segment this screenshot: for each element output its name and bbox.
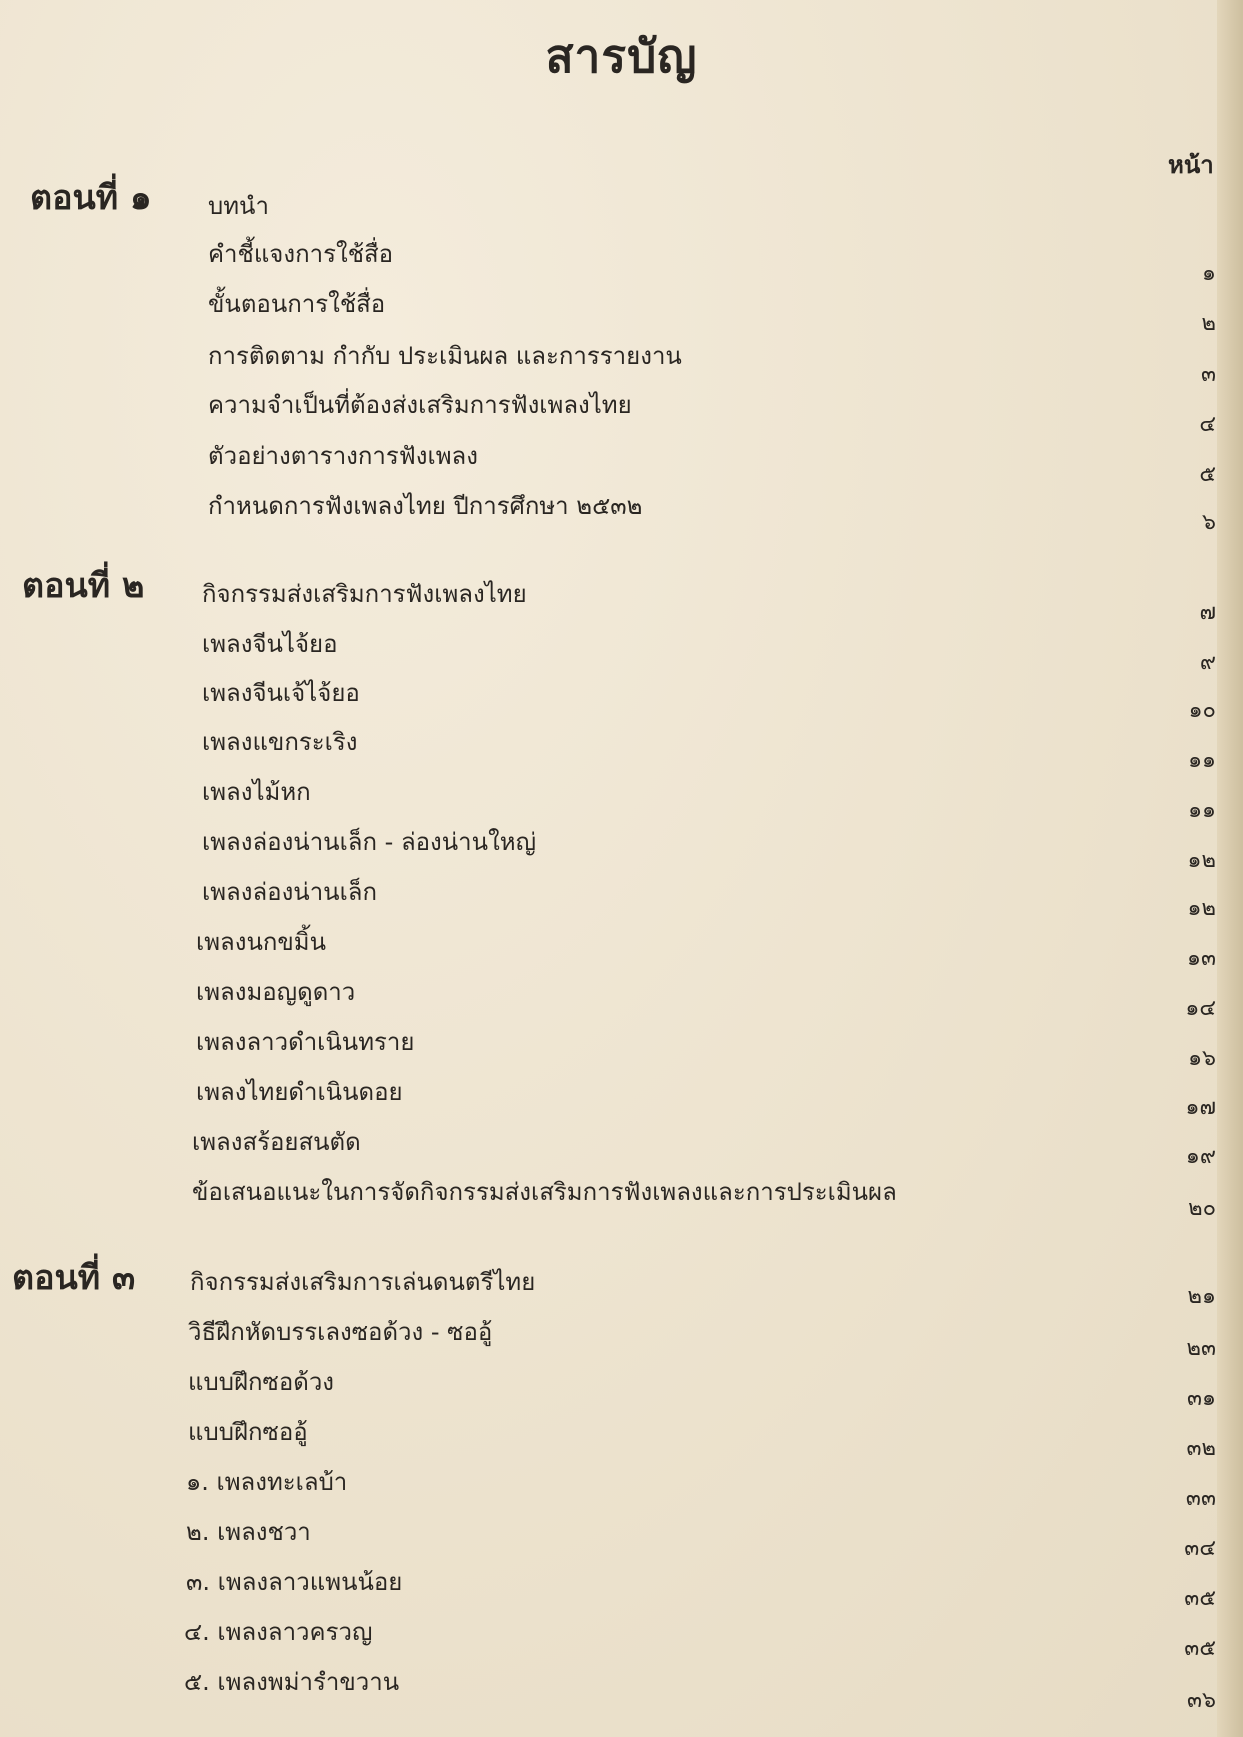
toc-page-number: ๑๒ — [1187, 848, 1216, 873]
toc-page-number: ๔ — [1199, 412, 1216, 437]
toc-page-number: ๑๖ — [1188, 1046, 1216, 1071]
toc-entry: ๔. เพลงลาวครวญ — [184, 1618, 373, 1646]
toc-entry: ขั้นตอนการใช้สื่อ — [208, 290, 386, 318]
page-title: สารบัญ — [545, 29, 698, 83]
toc-entry: เพลงไทยดำเนินดอย — [196, 1078, 403, 1106]
toc-entry: กำหนดการฟังเพลงไทย ปีการศึกษา ๒๕๓๒ — [208, 492, 643, 520]
toc-entry: ข้อเสนอแนะในการจัดกิจกรรมส่งเสริมการฟังเพลงและการประเมินผล — [192, 1178, 897, 1206]
toc-entry: เพลงสร้อยสนตัด — [192, 1128, 361, 1156]
toc-entry: เพลงไม้หก — [202, 778, 311, 806]
toc-entry: บทนำ — [208, 192, 269, 220]
toc-page-number: ๗ — [1199, 600, 1216, 625]
toc-page-number: ๕ — [1199, 462, 1216, 487]
toc-page-number: ๓๒ — [1186, 1436, 1216, 1461]
toc-page-number: ๑๑ — [1188, 748, 1216, 773]
toc-entry: ๕. เพลงพม่ารำขวาน — [184, 1668, 400, 1696]
toc-entry: คำชี้แจงการใช้สื่อ — [208, 240, 394, 268]
toc-entry: ตัวอย่างตารางการฟังเพลง — [208, 442, 478, 470]
toc-page-number: ๒๓ — [1186, 1336, 1216, 1361]
toc-entry: ๓. เพลงลาวแพนน้อย — [186, 1568, 403, 1596]
toc-page-number: ๑๗ — [1185, 1095, 1216, 1120]
toc-page-number: ๓๑ — [1186, 1386, 1216, 1411]
toc-page-number: ๓๕ — [1184, 1586, 1216, 1611]
toc-entry: การติดตาม กำกับ ประเมินผล และการรายงาน — [208, 342, 682, 370]
toc-entry: เพลงล่องน่านเล็ก — [202, 878, 378, 906]
toc-page-number: ๒๑ — [1187, 1284, 1216, 1309]
toc-page-number: ๒ — [1201, 311, 1216, 336]
toc-page-number: ๓๓ — [1185, 1486, 1216, 1511]
toc-entry: วิธีฝึกหัดบรรเลงซอด้วง - ซออู้ — [188, 1318, 493, 1346]
toc-entry: เพลงจีนไจ้ยอ — [202, 630, 338, 658]
toc-page-number: ๑ — [1202, 261, 1216, 286]
toc-page-number: ๓๖ — [1186, 1688, 1216, 1713]
section-label-3: ตอนที่ ๓ — [12, 1258, 136, 1298]
toc-entry: ๑. เพลงทะเลบ้า — [186, 1468, 348, 1496]
toc-entry: เพลงจีนเจ้ไจ้ยอ — [202, 679, 360, 707]
toc-page-number: ๑๙ — [1185, 1144, 1216, 1169]
toc-page-number: ๓ — [1200, 362, 1216, 387]
toc-entry: เพลงมอญดูดาว — [196, 978, 356, 1006]
toc-entry: เพลงแขกระเริง — [202, 728, 358, 756]
toc-page-number: ๒๐ — [1188, 1196, 1216, 1221]
toc-entry: เพลงล่องน่านเล็ก - ล่องน่านใหญ่ — [202, 828, 537, 856]
toc-entry: ความจำเป็นที่ต้องส่งเสริมการฟังเพลงไทย — [208, 391, 632, 419]
toc-page-number: ๑๓ — [1186, 946, 1216, 971]
toc-page-number: ๙ — [1199, 650, 1216, 675]
toc-page-number: ๑๔ — [1185, 996, 1216, 1021]
page-column-header: หน้า — [1168, 151, 1214, 179]
toc-page-number: ๓๔ — [1184, 1536, 1216, 1561]
toc-entry: กิจกรรมส่งเสริมการฟังเพลงไทย — [202, 580, 527, 608]
toc-entry: แบบฝึกซออู้ — [188, 1418, 308, 1446]
section-label-1: ตอนที่ ๑ — [30, 178, 152, 218]
toc-entry: กิจกรรมส่งเสริมการเล่นดนตรีไทย — [190, 1268, 536, 1296]
toc-page-number: ๑๐ — [1188, 698, 1216, 723]
section-label-2: ตอนที่ ๒ — [22, 566, 145, 606]
toc-entry: ๒. เพลงชวา — [186, 1518, 311, 1546]
page-edge — [1217, 0, 1243, 1737]
toc-page-number: ๑๑ — [1188, 798, 1216, 823]
toc-page-number: ๖ — [1202, 510, 1216, 535]
toc-entry: เพลงลาวดำเนินทราย — [196, 1028, 415, 1056]
toc-page-number: ๑๒ — [1187, 896, 1216, 921]
toc-entry: เพลงนกขมิ้น — [196, 928, 327, 956]
toc-page-number: ๓๕ — [1184, 1636, 1216, 1661]
toc-entry: แบบฝึกซอด้วง — [188, 1368, 335, 1396]
